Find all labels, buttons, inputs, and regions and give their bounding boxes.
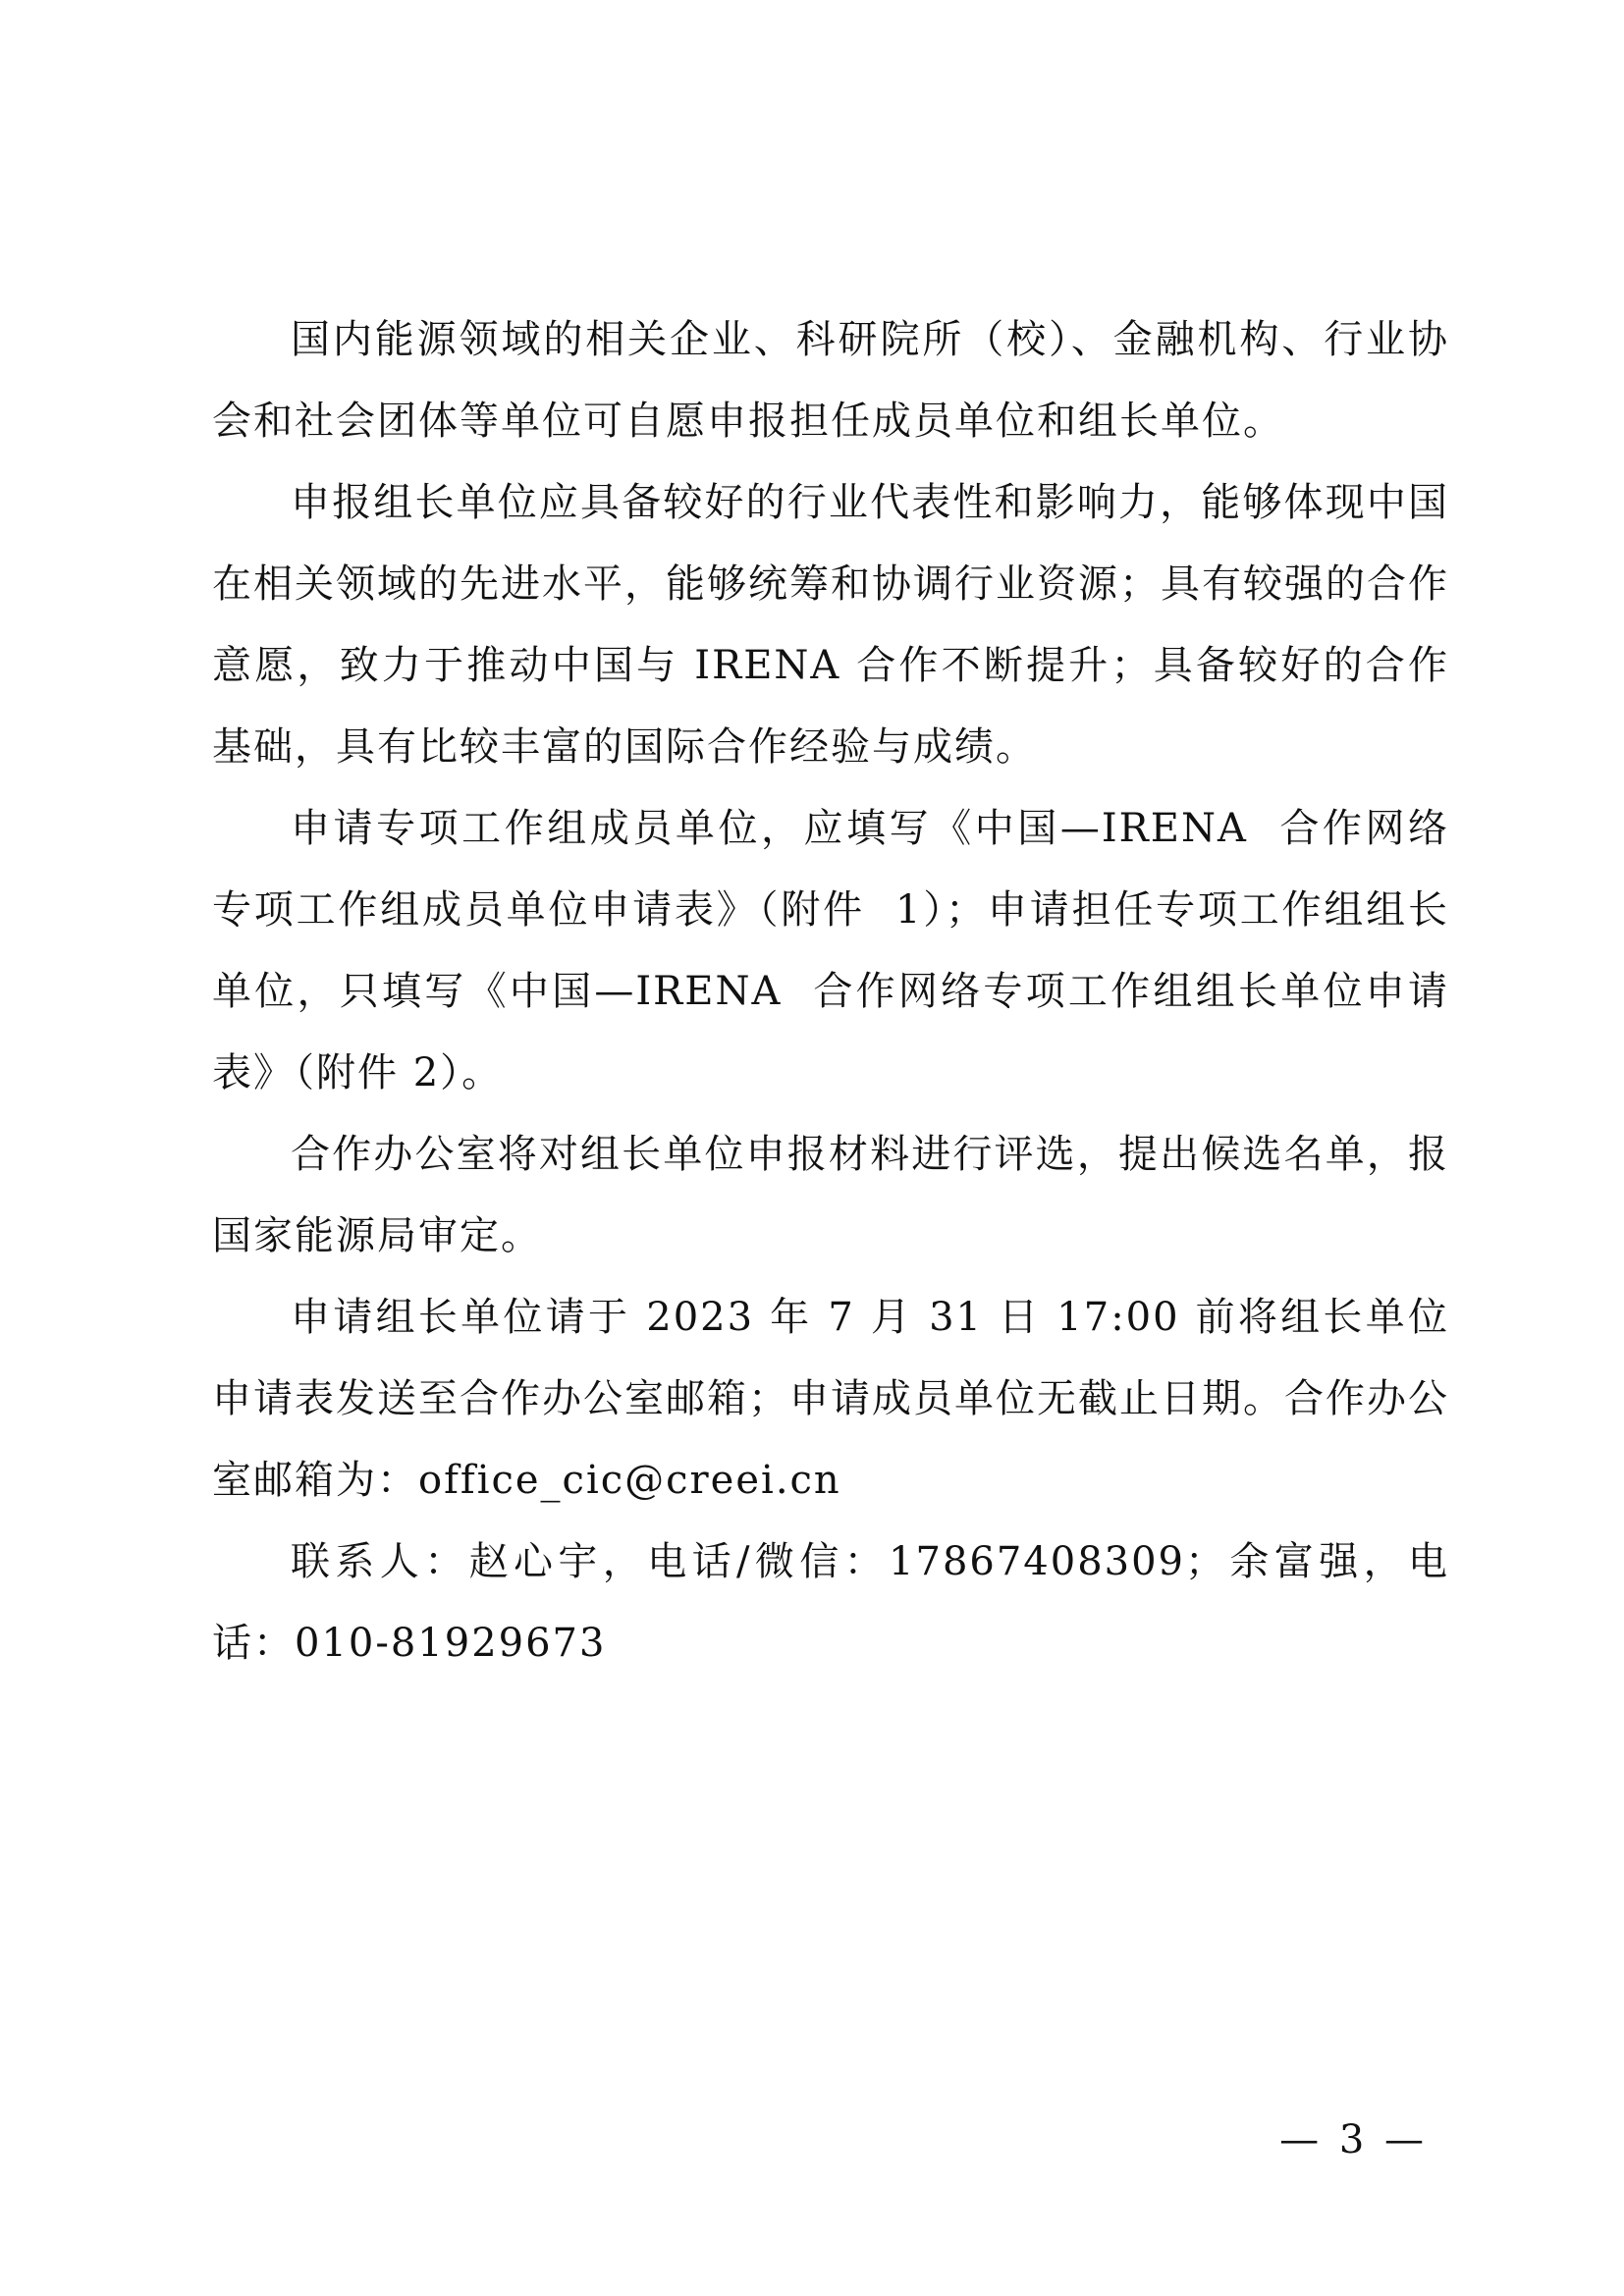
paragraph-eligible-units: 国内能源领域的相关企业、科研院所（校）、金融机构、行业协会和社会团体等单位可自愿申报担任成员单位和组长单位。: [212, 317, 1449, 444]
paragraph-selection-process: 合作办公室将对组长单位申报材料进行评选，提出候选名单，报国家能源局审定。: [212, 1132, 1449, 1258]
paragraph-leader-requirements: 申报组长单位应具备较好的行业代表性和影响力，能够体现中国在相关领域的先进水平，能够统筹和协调行业资源；具有较强的合作意愿，致力于推动中国与 IRENA 合作不断提升；具备较好的合作基础，具有比较丰富的国际合作经验与成绩。: [212, 480, 1449, 770]
paragraph-deadline-email: 申请组长单位请于 2023 年 7 月 31 日 17:00 前将组长单位申请表发送至合作办公室邮箱；申请成员单位无截止日期。合作办公室邮箱为：office_cic@creei.cn: [212, 1295, 1449, 1503]
paragraph-contact: 联系人：赵心宇，电话/微信：17867408309；余富强，电话：010-81929673: [212, 1539, 1449, 1666]
document-body: [212, 299, 1449, 1684]
paragraph-application-forms: 申请专项工作组成员单位，应填写《中国—IRENA 合作网络专项工作组成员单位申请表》（附件 1）；申请担任专项工作组组长单位，只填写《中国—IRENA 合作网络专项工作组组长单位申请表》（附件 2）。: [212, 806, 1449, 1095]
page-number: — 3 —: [1279, 2117, 1428, 2163]
